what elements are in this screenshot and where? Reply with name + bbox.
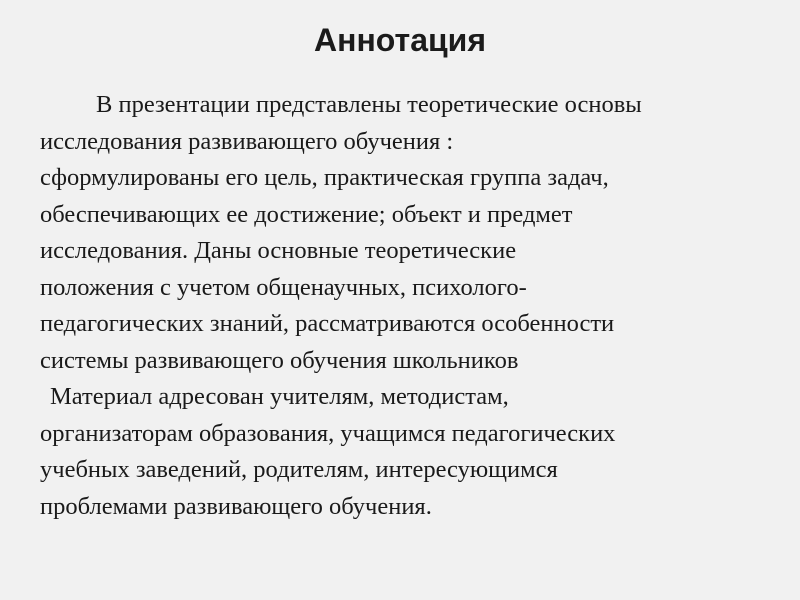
- text-line: исследования. Даны основные теоретические: [40, 237, 517, 264]
- text-line: учебных заведений, родителям, интересующимся: [40, 456, 558, 483]
- text-line: педагогических знаний, рассматриваются особенности: [40, 310, 615, 337]
- text-line: положения с учетом общенаучных, психолого-: [40, 273, 527, 301]
- annotation-text: [40, 87, 790, 525]
- text-line: организаторам образования, учащимся педагогических: [40, 419, 616, 447]
- text-line: Материал адресован учителям, методистам,: [50, 383, 509, 410]
- text-line: сформулированы его цель, практическая группа задач,: [40, 164, 609, 191]
- text-line: В презентации представлены теоретические основы: [96, 91, 642, 118]
- text-line: проблемами развивающего обучения.: [40, 492, 432, 520]
- text-line: системы развивающего обучения школьников: [40, 346, 519, 374]
- slide-title: Аннотация: [314, 22, 486, 58]
- text-line: исследования развивающего обучения :: [40, 127, 454, 155]
- text-line: обеспечивающих ее достижение; объект и предмет: [40, 200, 573, 228]
